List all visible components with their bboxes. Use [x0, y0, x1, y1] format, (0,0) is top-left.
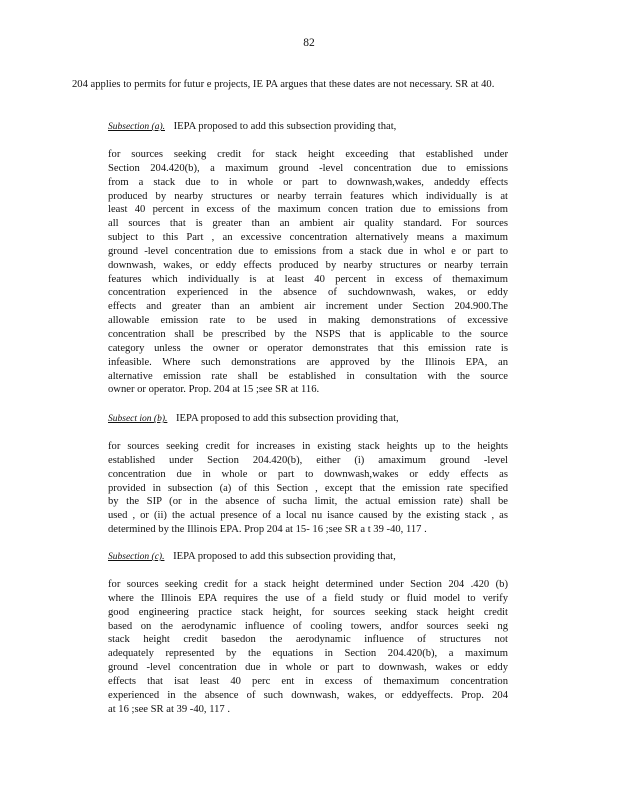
quote-line: determined by the Illinois EPA. Prop 204 at 15- 16 ;see SR a t 39 -40, 117 . — [108, 524, 427, 536]
subsection-b — [108, 413, 508, 537]
subsection-heading-text: IEPA proposed to add this subsection providing that, — [176, 413, 399, 424]
quote-line: concentration due in whole or part to downwash,wakes or eddy effects as — [108, 468, 508, 480]
page-number: 82 — [303, 37, 315, 49]
quote-line: least 40 percent in excess of the maximum concen tration due to emissions from — [108, 204, 508, 216]
subsection-heading-text: IEPA proposed to add this subsection providing that, — [173, 551, 396, 562]
quote-line: established under Section 204.420(b), either (i) amaximum ground -level — [108, 454, 508, 466]
subsection-heading — [108, 413, 508, 425]
quote-line: good engineering practice stack height, for sources seeking stack height credit — [108, 606, 508, 618]
quote-line: features which individually is at least 40 percent in excess of themaximum — [108, 273, 508, 285]
quote-line: effects that isat least 40 perc ent in excess of themaximum concentration — [108, 675, 508, 687]
subsection-label: Subsection (c). — [108, 552, 165, 562]
quote-line: for sources seeking credit for a stack height determined under Section 204 .420 (b) — [108, 579, 508, 590]
quote-line: adequately represented by the equations in Section 204.420(b), a maximum — [108, 648, 508, 660]
quote-line: infeasible. Where such demonstrations are approved by the Illinois EPA, an — [108, 356, 508, 368]
quote-line: concentration shall be prescribed by the NSPS that is applicable to the source — [108, 328, 508, 340]
quote-line: by the SIP (or in the absence of sucha limit, the actual emission rate) shall be — [108, 496, 508, 508]
quote-line: ground -level concentration due in whole or part to downwash, wakes or eddy — [108, 662, 508, 674]
quote-line: for sources seeking credit for increases in existing stack heights up to the heights — [108, 441, 508, 452]
quote-line: all sources that is greater than an ambient air quality standard. For sources — [108, 218, 508, 230]
quote-line: Section 204.420(b), a maximum ground -level concentration due to emissions — [108, 162, 508, 174]
quoted-text — [108, 440, 508, 537]
quote-line: where the Illinois EPA requires the use of a field study or fluid model to verify — [108, 592, 508, 604]
quote-line: allowable emission rate to be used in making demonstrations of excessive — [108, 315, 508, 327]
intro-paragraph: 204 applies to permits for futur e projects, IE PA argues that these dates are not necessary. SR at 40. — [72, 79, 495, 90]
subsection-a — [108, 121, 508, 397]
subsection-heading — [108, 121, 508, 133]
subsection-label: Subsect ion (b). — [108, 414, 168, 424]
quote-line: concentration experienced in the absence of suchdownwash, wakes, or eddy — [108, 287, 508, 299]
subsection-heading-text: IEPA proposed to add this subsection providing that, — [173, 121, 397, 132]
subsection-c — [108, 551, 508, 716]
quote-line: category unless the owner or operator demonstrates that this emission rate is — [108, 342, 508, 354]
quote-line: stack height credit basedon the aerodynamic influence of structures not — [108, 634, 508, 646]
quoted-text — [108, 578, 508, 716]
quoted-text — [108, 148, 508, 397]
quote-line: experienced in the absence of such downwash, wakes, or eddyeffects. Prop. 204 — [108, 689, 508, 701]
quote-line: alternative emission rate shall be established in consultation with the source — [108, 370, 508, 382]
quote-line: at 16 ;see SR at 39 -40, 117 . — [108, 703, 231, 715]
subsection-heading — [108, 551, 508, 563]
quote-line: produced by nearby structures or nearby terrain features which individually is at — [108, 190, 508, 202]
quote-line: subject to this Part , an excessive concentration alternatively means a maximum — [108, 232, 508, 244]
quote-line: from a stack due to in whole or part to downwash,wakes, andeddy effects — [108, 176, 508, 188]
quote-line: for sources seeking credit for stack height exceeding that established under — [108, 149, 508, 160]
quote-line: based on the aerodynamic influence of cooling towers, andfor sources seeki ng — [108, 620, 508, 632]
quote-line: used , or (ii) the actual presence of a local nu isance caused by the existing stack , as — [108, 510, 508, 522]
quote-line: provided in subsection (a) of this Section , except that the emission rate specified — [108, 482, 508, 494]
subsection-label: Subsection (a). — [108, 122, 165, 132]
quote-line: effects and greater than an ambient air increment under Section 204.900.The — [108, 301, 508, 313]
quote-line: downwash, wakes, or eddy effects produced by nearby structures or nearby terrain — [108, 259, 508, 271]
quote-line: ground -level concentration due to emissions from a stack due in whol e or part to — [108, 245, 508, 257]
quote-line: owner or operator. Prop. 204 at 15 ;see SR at 116. — [108, 384, 320, 396]
